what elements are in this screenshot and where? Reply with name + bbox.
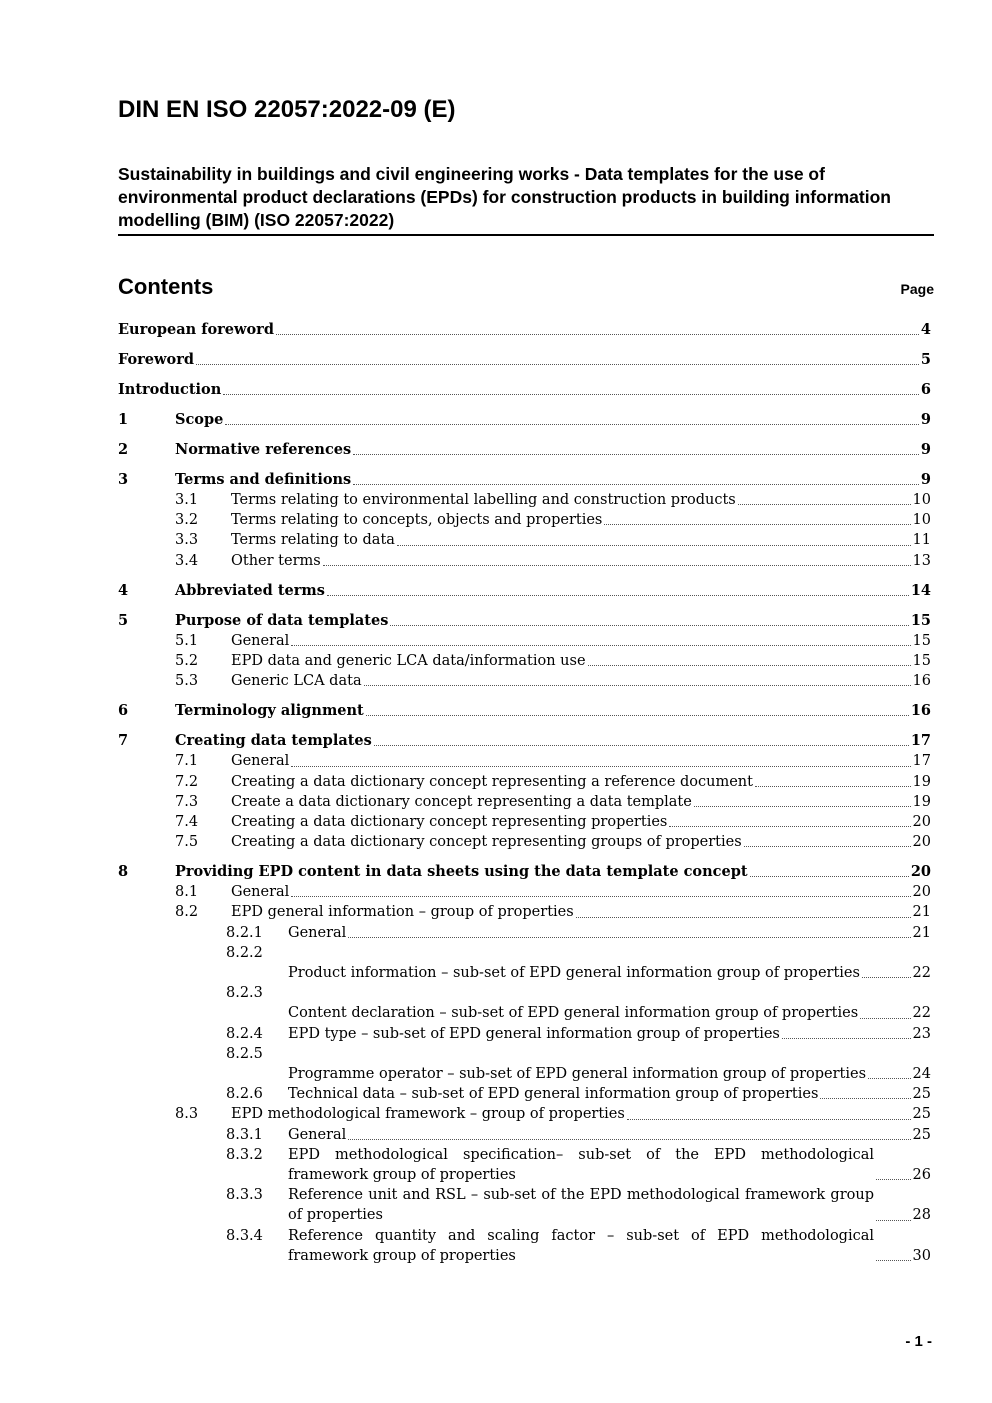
- toc-entry-page: 20: [912, 884, 931, 901]
- toc-entry-page: 4: [920, 320, 931, 338]
- dot-leader: [348, 1139, 910, 1140]
- document-subtitle: Sustainability in buildings and civil engineering works - Data templates for the use of environmental product declarations (EPDs) for construction products in building information modelling (BIM) (ISO 22057:2022): [118, 163, 934, 236]
- toc-entry-page: 15: [910, 611, 931, 629]
- toc-entry[interactable]: [118, 611, 931, 631]
- toc-entry-number: 8.3.1: [226, 1126, 263, 1143]
- toc-entry-page: 22: [912, 1005, 931, 1022]
- toc-entry[interactable]: [118, 1084, 931, 1104]
- toc-entry-number: 8.3.2: [226, 1146, 263, 1163]
- dot-leader: [694, 806, 911, 807]
- dot-leader: [744, 846, 911, 847]
- toc-entry-title: EPD methodological framework – group of properties: [231, 1106, 625, 1123]
- dot-leader: [348, 937, 910, 938]
- toc-entry-page: 25: [912, 1106, 931, 1123]
- toc-entry-page: 20: [912, 813, 931, 830]
- toc-entry[interactable]: [118, 731, 931, 751]
- toc-entry-title: Create a data dictionary concept representing a data template: [231, 793, 692, 810]
- toc-entry[interactable]: [118, 701, 931, 721]
- dot-leader: [755, 786, 911, 787]
- toc-entry-title: Content declaration – sub-set of EPD general information group of properties: [288, 1005, 859, 1022]
- toc-entry-page: 15: [912, 632, 931, 649]
- toc-entry[interactable]: [118, 1044, 931, 1084]
- toc-entry-title: Reference quantity and scaling factor – sub-set of EPD methodological framework group of properties: [288, 1227, 874, 1264]
- toc-entry-number: 8.3.4: [226, 1227, 263, 1244]
- toc-entry-page: 21: [912, 904, 931, 921]
- toc-entry-page: 26: [912, 1166, 931, 1183]
- toc-entry-page: 13: [912, 552, 931, 569]
- toc-entry-number: 5: [118, 611, 129, 629]
- toc-entry-title: Terms relating to data: [231, 532, 395, 549]
- toc-entry-title: Creating a data dictionary concept representing groups of properties: [231, 834, 742, 851]
- toc-entry-page: 11: [912, 532, 931, 549]
- dot-leader: [876, 1260, 911, 1261]
- toc-entry-title: European foreword: [118, 320, 274, 338]
- toc-entry[interactable]: [118, 470, 931, 490]
- toc-entry-title: Creating data templates: [175, 732, 372, 750]
- toc-entry-page: 28: [912, 1207, 931, 1224]
- toc-entry[interactable]: [118, 902, 931, 922]
- toc-entry-number: 5.2: [175, 653, 199, 670]
- toc-entry-page: 30: [912, 1247, 931, 1264]
- toc-entry[interactable]: [118, 923, 931, 943]
- toc-entry-title: Creating a data dictionary concept representing a reference document: [231, 773, 753, 790]
- toc-entry-title: General: [231, 753, 290, 770]
- toc-entry[interactable]: [118, 983, 931, 1023]
- toc-entry-number: 7.1: [175, 753, 199, 770]
- toc-entry[interactable]: [118, 440, 931, 460]
- dot-leader: [397, 545, 911, 546]
- toc-entry-number: 8.1: [175, 884, 199, 901]
- dot-leader: [860, 1018, 910, 1019]
- toc-entry-title: EPD data and generic LCA data/information use: [231, 653, 586, 669]
- toc-entry-number: 4: [118, 581, 129, 599]
- dot-leader: [738, 504, 911, 505]
- toc-entry-page: 10: [912, 492, 931, 509]
- toc-entry-number: 2: [118, 440, 129, 458]
- toc-entry[interactable]: [118, 631, 931, 651]
- toc-entry-page: 22: [912, 965, 931, 982]
- dot-leader: [868, 1078, 911, 1079]
- toc-entry[interactable]: [118, 410, 931, 430]
- dot-leader: [327, 595, 909, 596]
- toc-entry-title: Reference unit and RSL – sub-set of the EPD methodological framework group of properties: [288, 1187, 874, 1224]
- toc-entry-number: 7.2: [175, 773, 199, 790]
- toc-entry[interactable]: [118, 812, 931, 832]
- toc-entry-title: Purpose of data templates: [175, 611, 389, 629]
- toc-entry[interactable]: [118, 943, 931, 983]
- toc-entry[interactable]: [118, 551, 931, 571]
- toc-entry[interactable]: [118, 581, 931, 601]
- toc-entry-page: 20: [912, 834, 931, 851]
- toc-entry[interactable]: [118, 1145, 931, 1185]
- toc-entry-title: EPD type – sub-set of EPD general information group of properties: [288, 1025, 780, 1042]
- toc-entry-page: 9: [920, 410, 931, 428]
- document-title: DIN EN ISO 22057:2022-09 (E): [118, 96, 456, 123]
- dot-leader: [390, 625, 908, 626]
- toc-entry-number: 6: [118, 702, 129, 720]
- toc-entry[interactable]: [118, 882, 931, 902]
- toc-entry-title: Programme operator – sub-set of EPD general information group of properties: [288, 1066, 867, 1082]
- toc-entry-page: 16: [912, 673, 931, 690]
- toc-entry[interactable]: [118, 1226, 931, 1266]
- toc-entry[interactable]: [118, 751, 931, 771]
- dot-leader: [588, 665, 911, 666]
- toc-entry-title: Creating a data dictionary concept representing properties: [231, 813, 668, 830]
- dot-leader: [750, 876, 909, 877]
- page-column-label: Page: [900, 281, 934, 297]
- dot-leader: [196, 364, 919, 365]
- dot-leader: [353, 484, 919, 485]
- dot-leader: [876, 1179, 911, 1180]
- toc-entry-number: 3.4: [175, 552, 199, 569]
- dot-leader: [876, 1220, 911, 1221]
- toc-entry-title: General: [231, 884, 290, 901]
- dot-leader: [364, 685, 911, 686]
- toc-entry-page: 24: [912, 1066, 931, 1082]
- toc-entry-number: 5.3: [175, 673, 199, 690]
- toc-entry-number: 7.5: [175, 834, 199, 851]
- toc-entry-number: 3.3: [175, 532, 199, 549]
- toc-entry-page: 19: [912, 793, 931, 810]
- toc-entry[interactable]: [118, 671, 931, 691]
- toc-entry-page: 25: [912, 1086, 931, 1103]
- toc-entry-title: EPD general information – group of properties: [231, 904, 574, 921]
- toc-entry-number: 1: [118, 410, 129, 428]
- toc-entry-number: 8.2.2: [226, 944, 263, 961]
- toc-entry-title: Terms relating to environmental labelling and construction products: [231, 492, 736, 509]
- toc-entry-number: 8.2.6: [226, 1086, 263, 1103]
- toc-entry[interactable]: [118, 862, 931, 882]
- toc-entry-title: Technical data – sub-set of EPD general information group of properties: [288, 1086, 819, 1103]
- toc-entry-page: 9: [920, 470, 931, 488]
- dot-leader: [291, 645, 910, 646]
- toc-entry-title: Scope: [175, 410, 224, 428]
- toc-entry-number: 7.3: [175, 793, 199, 810]
- toc-entry-page: 23: [912, 1025, 931, 1042]
- toc-entry-title: Introduction: [118, 380, 222, 398]
- toc-entry-number: 3.1: [175, 492, 199, 509]
- toc-entry-page: 14: [910, 581, 931, 599]
- toc-entry[interactable]: [118, 1185, 931, 1225]
- toc-entry-page: 15: [912, 653, 931, 669]
- toc-entry-title: Terms relating to concepts, objects and properties: [231, 512, 603, 529]
- toc-entry[interactable]: [118, 530, 931, 550]
- toc-entry-number: 8.3: [175, 1106, 199, 1123]
- page-number: - 1 -: [905, 1333, 932, 1350]
- toc-entry-page: 6: [920, 380, 931, 398]
- toc-entry-page: 20: [910, 863, 931, 881]
- dot-leader: [366, 715, 909, 716]
- toc-entry[interactable]: [118, 772, 931, 792]
- toc-entry-page: 16: [910, 702, 931, 720]
- toc-entry-number: 8.2.4: [226, 1025, 263, 1042]
- toc-entry-page: 19: [912, 773, 931, 790]
- dot-leader: [223, 394, 919, 395]
- dot-leader: [862, 977, 911, 978]
- toc-entry-title: General: [288, 1126, 347, 1143]
- toc-entry-number: 7: [118, 732, 129, 750]
- toc-entry-title: Other terms: [231, 552, 321, 569]
- toc-entry[interactable]: [118, 1024, 931, 1044]
- toc-entry-page: 5: [920, 350, 931, 368]
- toc-entry-title: EPD methodological specification– sub-set of the EPD methodological framework group of properties: [288, 1146, 874, 1183]
- toc-entry-title: General: [288, 924, 347, 941]
- toc-entry[interactable]: [118, 832, 931, 852]
- dot-leader: [225, 424, 919, 425]
- toc-entry-page: 17: [910, 732, 931, 750]
- toc-entry[interactable]: [118, 1125, 931, 1145]
- toc-entry-number: 3.2: [175, 512, 199, 529]
- toc-entry-title: Providing EPD content in data sheets using the data template concept: [175, 863, 748, 881]
- toc-entry[interactable]: [118, 792, 931, 812]
- contents-heading: Contents: [118, 274, 214, 299]
- toc-entry-title: Foreword: [118, 350, 194, 368]
- dot-leader: [782, 1038, 911, 1039]
- toc-entry-page: 9: [920, 440, 931, 458]
- dot-leader: [820, 1098, 910, 1099]
- toc-entry-page: 17: [912, 753, 931, 770]
- dot-leader: [291, 766, 910, 767]
- dot-leader: [627, 1119, 911, 1120]
- toc-entry[interactable]: [118, 320, 931, 340]
- toc-entry-title: Terms and definitions: [175, 470, 352, 488]
- toc-entry[interactable]: [118, 350, 931, 370]
- toc-entry-title: Product information – sub-set of EPD general information group of properties: [288, 965, 860, 982]
- toc-entry-title: General: [231, 632, 290, 649]
- toc-entry-number: 8: [118, 863, 129, 881]
- dot-leader: [374, 745, 909, 746]
- toc-entry-page: 21: [912, 924, 931, 941]
- toc-entry-number: 8.2.3: [226, 985, 263, 1002]
- toc-entry-title: Terminology alignment: [175, 702, 364, 720]
- dot-leader: [291, 896, 910, 897]
- table-of-contents: [118, 320, 931, 1266]
- dot-leader: [669, 826, 910, 827]
- dot-leader: [353, 454, 919, 455]
- toc-entry[interactable]: [118, 510, 931, 530]
- toc-entry-number: 8.2: [175, 904, 199, 921]
- toc-entry-page: 10: [912, 512, 931, 529]
- toc-entry-number: 3: [118, 470, 129, 488]
- toc-entry[interactable]: [118, 490, 931, 510]
- dot-leader: [604, 524, 910, 525]
- dot-leader: [576, 917, 911, 918]
- toc-entry[interactable]: [118, 651, 931, 671]
- toc-entry[interactable]: [118, 380, 931, 400]
- toc-entry-number: 7.4: [175, 813, 199, 830]
- toc-entry-number: 8.2.1: [226, 924, 263, 941]
- toc-entry-title: Abbreviated terms: [175, 581, 325, 599]
- toc-entry-number: 8.2.5: [226, 1045, 263, 1062]
- dot-leader: [323, 565, 911, 566]
- toc-entry[interactable]: [118, 1104, 931, 1124]
- toc-entry-title: Normative references: [175, 440, 352, 458]
- toc-entry-number: 5.1: [175, 632, 199, 649]
- toc-entry-page: 25: [912, 1126, 931, 1143]
- toc-entry-title: Generic LCA data: [231, 673, 362, 690]
- toc-entry-number: 8.3.3: [226, 1187, 263, 1204]
- dot-leader: [276, 334, 919, 335]
